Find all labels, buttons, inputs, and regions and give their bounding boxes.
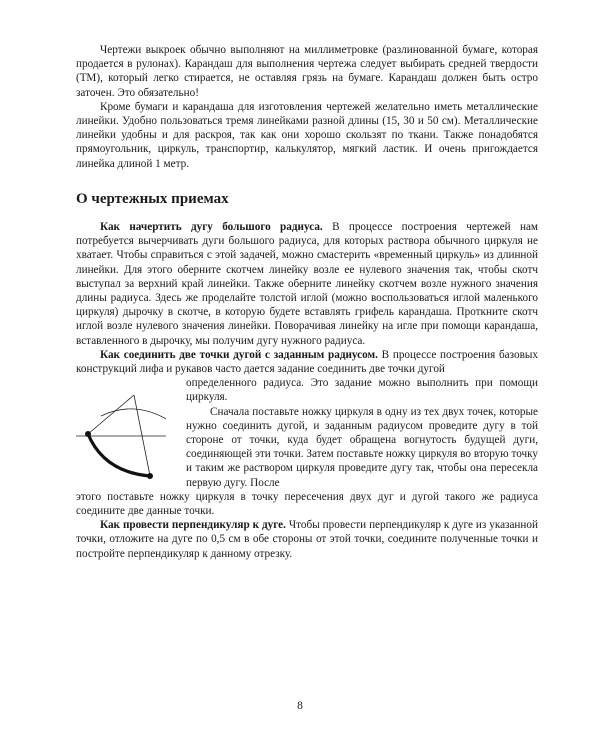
connect-paragraph-d: этого поставьте ножку циркуля в точку пересечения двух дуг и дугой такого же радиуса соедините две данные точки. — [76, 490, 538, 518]
arc-paragraph — [76, 220, 538, 348]
arc-block — [76, 220, 538, 561]
connect-paragraph-lead — [76, 348, 538, 376]
connect-paragraph-c: Сначала поставьте ножку циркуля в одну из тех двух точек, которые нужно соединить дугой, и заданным радиусом проведите дугу в той стороне от точки, куда будет обращена вогнутость будущей дуги, соединяющей эти точки. Затем поставьте ножку циркуля во вторую точку и таким же раствором циркуля проведите дугу так, чтобы она пересекла первую дугу. После — [186, 405, 538, 489]
perp-text: Чтобы провести перпендикуляр к дуге из указанной точки, отложите на дуге по 0,5 см в обе стороны от этой точки, соедините полученные точки и постройте перпендикуляр к данному отрезку. — [76, 519, 538, 560]
intro-paragraph-1: Чертежи выкроек обычно выполняют на миллиметровке (разлинованной бумаге, которая продается в рулонах). Карандаш для выполнения чертежа следует выбирать средней твердости (ТМ), который легко стирается, не оставляя грязь на бумаге. Карандаш должен быть остро заточен. Это обязательно! — [76, 44, 538, 99]
intro-block — [76, 43, 538, 171]
compass-arc-diagram — [76, 392, 166, 484]
diagram-point-2 — [147, 473, 153, 479]
connect-text-a: В процессе построения базовых конструкций лифа и рукавов часто дается задание соединить две точки дугой — [76, 348, 538, 376]
diagram-radius-line-2 — [134, 395, 150, 476]
diagram-connecting-arc — [88, 434, 150, 476]
diagram-point-1 — [85, 431, 91, 437]
diagram-radius-line-1 — [88, 395, 134, 434]
page-number: 8 — [297, 700, 303, 712]
section-heading: О чертежных приемах — [76, 191, 229, 207]
intro-paragraph-2: Кроме бумаги и карандаша для изготовления чертежей желательно иметь металлические линейки. Удобно пользоваться тремя линейками разной длины (15, 30 и 50 см). Металлические линейки удобны и для раскроя, так как они хорошо скользят по ткани. Также понадобятся прямоугольник, циркуль, транспортир, калькулятор, мягкий ластик. И очень пригождается линейка длиной 1 метр. — [76, 100, 538, 170]
connect-paragraph-b: определенного радиуса. Это задание можно выполнить при помощи циркуля. — [186, 377, 538, 404]
section-heading-block — [76, 190, 538, 208]
perp-paragraph — [76, 518, 538, 561]
arc-title: Как начертить дугу большого радиуса. — [100, 221, 323, 233]
arc-text: В процессе построения чертежей нам потребуется вычерчивать дуги большого радиуса, для которых раствора обычного циркуля не хватает. Чтобы справиться с этой задачей, можно смастерить «временный циркуль» из длинной линейки. Для этого оберните скотчем линейку возле ее нулевого значения так, чтобы скотч выступал за верхний край линейки. Также оберните линейку скотчем возле нужного значения длины радиуса. Здесь же проделайте толстой иглой (можно воспользоваться иглой маленького циркуля) дырочку в скотче, в которую будете вставлять грифель карандаша. Проткните скотч иглой возле нулевого значения линейки. Поворачивая линейку на игле при помощи карандаша, вставленного в дырочку, мы получим дугу нужного радиуса. — [76, 221, 539, 347]
connect-title: Как соединить две точки дугой с заданным радиусом. — [100, 348, 378, 361]
perp-title: Как провести перпендикуляр к дуге. — [100, 519, 286, 532]
